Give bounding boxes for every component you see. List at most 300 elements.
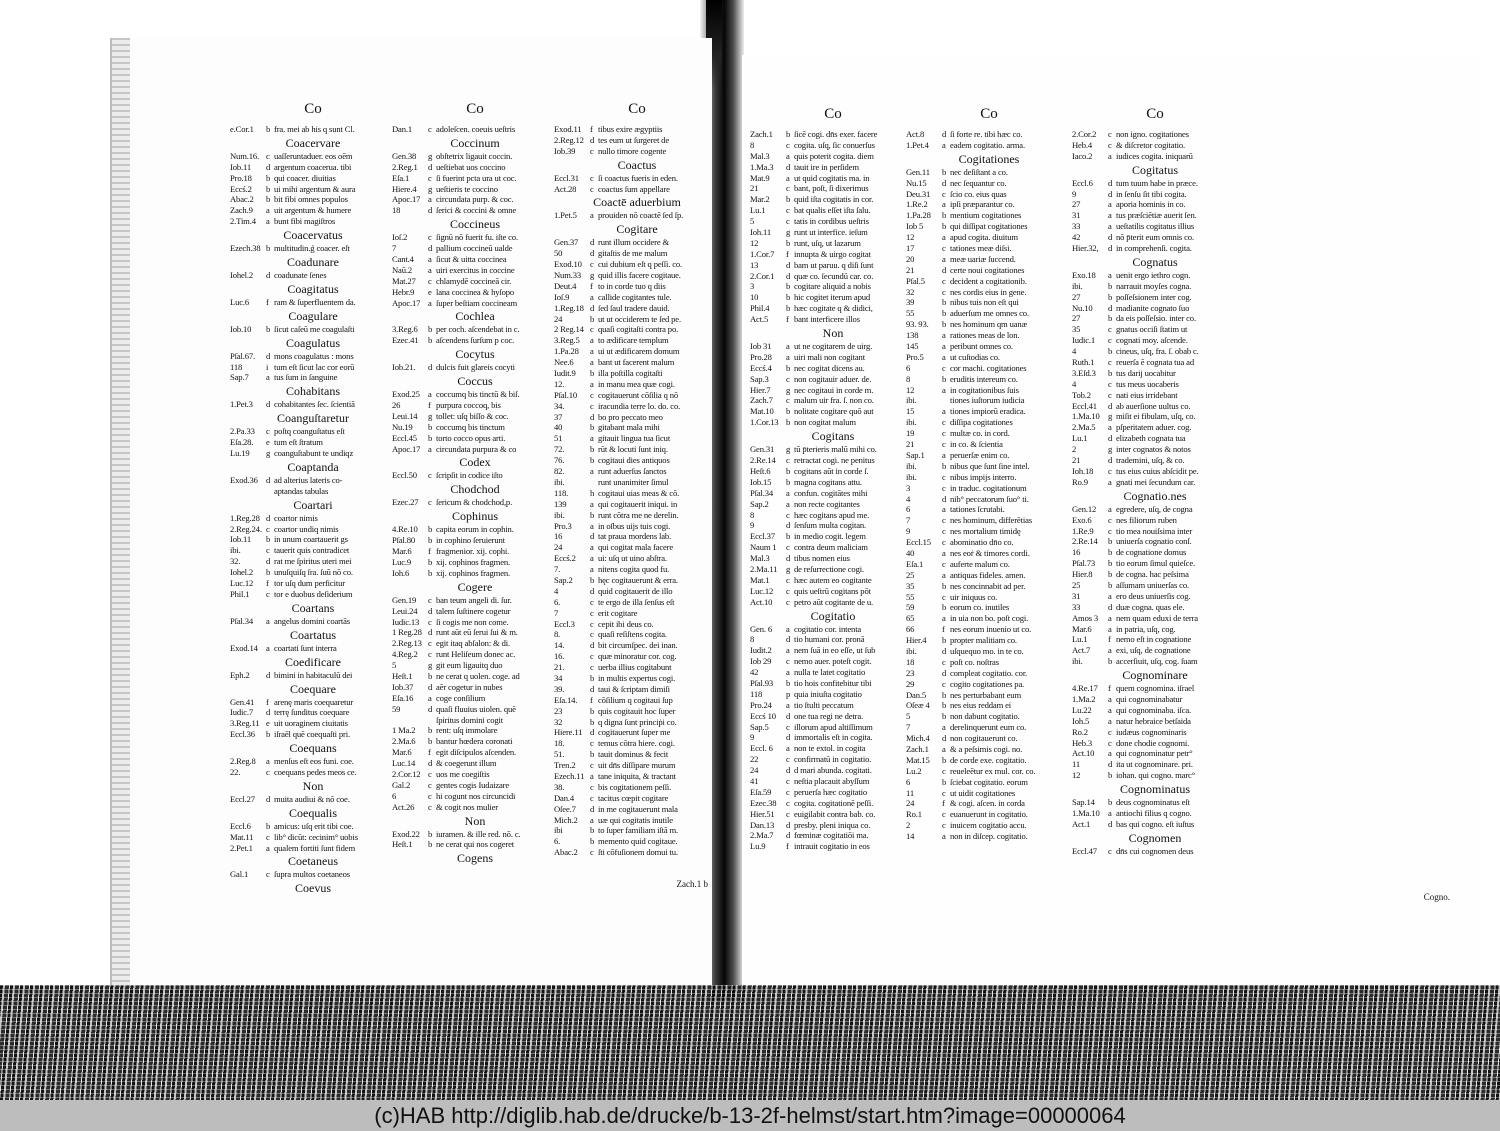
section-letter: d: [1108, 400, 1113, 411]
section-letter: a: [266, 842, 270, 853]
concordance-entry: [392, 671, 558, 682]
section-letter: d: [590, 237, 595, 248]
section-letter: b: [786, 194, 791, 205]
entry-text: hęc cogitauerunt & erra.: [598, 574, 678, 585]
section-letter: a: [942, 253, 946, 264]
verse-reference: 51: [554, 433, 563, 444]
entry-text: ab auerſione uultus co.: [1116, 400, 1191, 411]
verse-reference: 93. 93.: [906, 319, 929, 330]
verse-reference: 21: [750, 183, 759, 194]
concordance-entry: [906, 341, 1072, 352]
verse-reference: Pſal.34: [230, 615, 254, 626]
concordance-entry: [392, 769, 558, 780]
verse-reference: 51.: [554, 749, 565, 760]
section-letter: b: [1108, 346, 1113, 357]
entry-text: ut uidit cogitationes: [950, 787, 1016, 798]
entry-text: ui ut ædificarem domum: [598, 346, 680, 357]
verse-reference: 2.Ma.5: [1072, 422, 1096, 433]
concordance-entry: [554, 210, 720, 221]
verse-reference: Nu.15: [906, 177, 927, 188]
section-letter: a: [266, 756, 270, 767]
section-letter: b: [1108, 291, 1113, 302]
entry-text: abominatio dn̄o co.: [950, 537, 1014, 548]
verse-reference: Exod.11: [554, 124, 582, 134]
verse-reference: 3.Reg.5: [554, 335, 580, 346]
verse-reference: ibi.: [906, 395, 917, 406]
concordance-entry: [906, 515, 1072, 526]
concordance-entry: [750, 678, 916, 689]
verse-reference: Eccl.50: [392, 470, 417, 481]
concordance-entry: [906, 809, 1072, 820]
column-header: Co: [980, 106, 998, 122]
section-letter: d: [266, 350, 271, 361]
concordance-entry: [230, 475, 396, 486]
verse-reference: 2.Cor.12: [392, 768, 421, 779]
concordance-entry: [750, 754, 916, 765]
concordance-entry: [230, 643, 396, 654]
concordance-entry: [1072, 808, 1238, 819]
concordance-entry: [392, 173, 558, 184]
concordance-entry: [906, 504, 1072, 515]
entry-text: da eis poſſeſsio. inter co.: [1116, 313, 1196, 324]
concordance-entry: [906, 831, 1072, 842]
concordance-entry: [554, 270, 720, 281]
verse-reference: 2: [1072, 444, 1077, 455]
entry-text: peruerſa hæc cogitatio: [794, 786, 868, 797]
verse-reference: Naum 1: [750, 542, 777, 553]
entry-text: pallium coccineū ualde: [436, 243, 513, 254]
entry-text: runt illum occidere &: [598, 237, 670, 248]
entry-text: tio eorum ſimul quieſce.: [1116, 558, 1195, 569]
section-letter: b: [786, 362, 791, 373]
verse-reference: 1.Ma.2: [1072, 693, 1096, 704]
entry-text: ſed ſaul tradere dauid.: [598, 302, 670, 313]
verse-reference: 20: [906, 253, 915, 264]
section-letter: a: [942, 449, 946, 460]
section-letter: a: [428, 297, 432, 308]
verse-reference: Pro.24: [750, 699, 772, 710]
entry-text: non cogitat malum: [794, 417, 856, 428]
entry-text: bant interficere illos: [794, 314, 860, 325]
verse-reference: 8: [750, 509, 755, 520]
concordance-entry: [750, 151, 916, 162]
entry-text: runt, uſq, ut lazarum: [794, 237, 861, 248]
concordance-entry: [750, 667, 916, 678]
verse-reference: Exo.6: [1072, 514, 1092, 525]
entry-text: rūt & locuti ſunt iniq.: [598, 444, 668, 455]
entry-text: unuſquiſq ſra. ſuū nō co.: [274, 567, 353, 578]
entry-text: de corde exe. cogitatio.: [950, 754, 1027, 765]
section-letter: c: [786, 808, 790, 819]
verse-reference: 9: [906, 526, 911, 537]
section-letter: a: [786, 487, 790, 498]
verse-reference: 22: [750, 754, 759, 765]
section-letter: c: [590, 389, 594, 400]
concordance-entry: [554, 499, 720, 510]
section-letter: c: [786, 721, 790, 732]
entry-text: nes concinnabit ad per.: [950, 580, 1026, 591]
verse-reference: 118.: [554, 487, 569, 498]
section-letter: c: [942, 515, 946, 526]
verse-reference: Iohel.2: [230, 567, 254, 578]
entry-text: q digna ſunt princiṗi co.: [598, 716, 677, 727]
entry-text: meæ uariæ ſuccend.: [950, 253, 1016, 264]
entry-text: hic cogitet iterum apud: [794, 292, 871, 303]
verse-reference: Ioh.18: [1072, 465, 1094, 476]
concordance-entry: [1072, 303, 1238, 314]
verse-reference: Eſa.1: [392, 172, 410, 183]
verse-reference: 32.: [230, 556, 241, 567]
verse-reference: 55: [906, 591, 915, 602]
verse-reference: ibi.: [906, 417, 917, 428]
verse-reference: Oſee.7: [554, 803, 576, 814]
section-letter: d: [1108, 601, 1113, 612]
entry-text: coequans pedes meos ce.: [274, 766, 357, 777]
concordance-entry: [554, 444, 720, 455]
entry-text: argentum coacerua. tibi: [274, 161, 352, 172]
section-letter: c: [428, 232, 432, 243]
verse-reference: 65: [906, 613, 915, 624]
verse-reference: 24: [554, 313, 563, 324]
concordance-entry: [554, 608, 720, 619]
entry-text: hæc cogitans apud me.: [794, 509, 870, 520]
concordance-entry: [750, 271, 916, 282]
entry-text: adoleſcen. coeuis ueſtris: [436, 124, 516, 134]
verse-reference: 23: [906, 667, 915, 678]
section-letter: d: [428, 243, 433, 254]
section-letter: f: [590, 694, 593, 705]
verse-reference: 11: [1072, 759, 1080, 770]
entry-text: peruerſæ enim co.: [950, 449, 1010, 460]
verse-reference: Luc.12: [750, 585, 774, 596]
section-letter: b: [786, 129, 791, 139]
section-letter: g: [590, 270, 595, 281]
section-letter: b: [942, 166, 947, 177]
entry-text: nib° peccatorum ſuo° ti.: [950, 493, 1029, 504]
verse-reference: 1.Ma.10: [1072, 411, 1100, 422]
concordance-entry: [392, 524, 558, 535]
section-letter: b: [590, 574, 595, 585]
verse-reference: 5: [392, 660, 397, 671]
section-letter: b: [1108, 547, 1113, 558]
verse-reference: Ezec.38: [750, 797, 777, 808]
concordance-entry: [906, 439, 1072, 450]
concordance-entry: [230, 616, 396, 627]
concordance-entry: [906, 537, 1072, 548]
concordance-entry: [906, 243, 1072, 254]
section-letter: d: [590, 531, 595, 542]
index-heading: Coactus: [617, 157, 657, 172]
section-letter: c: [1108, 726, 1112, 737]
index-heading: Cogitatus: [1131, 162, 1178, 177]
verse-reference: 41: [750, 775, 759, 786]
entry-text: fra. mei ab his q sunt Cl.: [274, 124, 355, 134]
section-letter: c: [942, 275, 946, 286]
concordance-entry: [750, 787, 916, 798]
entry-text: uaſſeruntaduer. eos oēm: [274, 150, 353, 161]
section-letter: d: [942, 645, 947, 656]
verse-reference: 9: [1072, 188, 1077, 199]
section-letter: c: [590, 760, 594, 771]
section-letter: c: [786, 139, 790, 150]
section-letter: d: [266, 707, 271, 718]
entry-text: ſcripſit in codice iſto: [436, 470, 503, 481]
concordance-entry: [554, 390, 720, 401]
concordance-entry: [750, 303, 916, 314]
concordance-entry: [230, 718, 396, 729]
entry-text: fragmenior. xij. cophi.: [436, 546, 510, 557]
entry-text: non cogitauerunt co.: [950, 733, 1018, 744]
concordance-entry: [906, 472, 1072, 483]
concordance-entry: [230, 670, 396, 681]
section-letter: e: [266, 437, 270, 448]
concordance-entry: [906, 276, 1072, 287]
verse-reference: Eccl.6: [1072, 177, 1093, 188]
section-letter: b: [590, 422, 595, 433]
verse-reference: 3.Reg.6: [392, 324, 418, 335]
concordance-entry: [1072, 455, 1238, 466]
index-heading: Non: [302, 778, 324, 793]
section-letter: f: [786, 841, 789, 852]
section-letter: c: [1108, 129, 1112, 139]
concordance-entry: [230, 524, 396, 535]
verse-reference: 21: [906, 439, 915, 450]
concordance-entry: [906, 265, 1072, 276]
concordance-entry: [906, 700, 1072, 711]
entry-text: tū p̄terieris malū mihi co.: [794, 444, 877, 455]
verse-reference: 2.Pa.33: [230, 426, 255, 437]
concordance-entry: [554, 695, 720, 706]
entry-text: bimini in habitaculū dei: [274, 669, 353, 680]
concordance-entry: [906, 297, 1072, 308]
entry-text: ſicut & uitta coccinea: [436, 254, 507, 265]
entry-text: certe noui cogitationes: [950, 264, 1025, 275]
section-letter: a: [266, 205, 270, 216]
section-letter: g: [786, 563, 791, 574]
concordance-entry: [554, 684, 720, 695]
entry-text: one tua regi ne detra.: [794, 710, 863, 721]
concordance-entry: [906, 494, 1072, 505]
section-letter: d: [590, 683, 595, 694]
concordance-entry: [750, 374, 916, 385]
verse-reference: 42: [1072, 232, 1081, 243]
entry-text: egredere, uſq, de cogna: [1116, 503, 1193, 514]
verse-reference: Eccl. 6: [750, 743, 773, 754]
verse-reference: Leui.24: [392, 605, 418, 616]
verse-reference: Eccl.27: [230, 793, 255, 804]
verse-reference: 24: [554, 542, 563, 553]
concordance-entry: [1072, 759, 1238, 770]
concordance-entry: [230, 194, 396, 205]
verse-reference: 13: [750, 259, 759, 270]
verse-reference: Iaco.2: [1072, 150, 1093, 161]
section-letter: a: [942, 384, 946, 395]
entry-text: hæc autem eo cogitante: [794, 574, 872, 585]
verse-reference: Sap.5: [750, 721, 769, 732]
verse-reference: 2.Ma.11: [750, 563, 778, 574]
concordance-entry: [392, 276, 558, 287]
concordance-entry: [906, 167, 1072, 178]
section-letter: d: [786, 553, 791, 564]
verse-reference: Lu.1: [1072, 634, 1088, 645]
section-letter: b: [942, 711, 947, 722]
entry-text: qui diſſipat cogitationes: [950, 221, 1028, 232]
entry-text: coactus ſum appellare: [598, 183, 670, 194]
section-letter: a: [590, 346, 594, 357]
section-letter: a: [1108, 199, 1112, 210]
verse-reference: Pro.28: [750, 351, 772, 362]
verse-reference: 7: [554, 607, 559, 618]
verse-reference: 55: [906, 308, 915, 319]
entry-text: tus ſum in ſanguine: [274, 372, 338, 383]
entry-text: euigilabit contra bab. co.: [794, 808, 876, 819]
entry-text: tauit ire in perſidem: [794, 161, 859, 172]
verse-reference: 1.Re.2: [906, 199, 928, 210]
verse-reference: ibi.: [554, 509, 565, 520]
concordance-entry: [230, 216, 396, 227]
entry-text: git eum ligauitq duo: [436, 660, 503, 671]
entry-text: malum uir fra. ſ. non co.: [794, 395, 874, 406]
verse-reference: Ro.2: [1072, 726, 1088, 737]
concordance-entry: [1072, 466, 1238, 477]
section-letter: c: [942, 787, 946, 798]
verse-reference: 5: [750, 216, 755, 227]
section-letter: c: [942, 362, 946, 373]
verse-reference: Heb.4: [1072, 139, 1093, 150]
section-letter: a: [590, 564, 594, 575]
section-letter: f: [266, 578, 269, 589]
entry-text: tus eius cuius abſcidit pe.: [1116, 465, 1199, 476]
verse-reference: Eccś 10: [750, 710, 776, 721]
entry-text: tiones impiorū eradica.: [950, 406, 1026, 417]
verse-reference: Hiere.11: [554, 727, 583, 738]
verse-reference: 2.Pet.1: [230, 842, 253, 853]
section-letter: a: [1108, 503, 1112, 514]
index-heading: Cogitatio: [810, 608, 856, 623]
entry-text: to ædificare templum: [598, 335, 669, 346]
entry-text: d mari abunda. cogitati.: [794, 765, 872, 776]
section-letter: b: [266, 534, 271, 545]
concordance-entry: [554, 640, 720, 651]
section-letter: c: [428, 470, 432, 481]
entry-text: bunt fibi magiſtros: [274, 216, 336, 227]
concordance-entry: [554, 531, 720, 542]
entry-text: uenit ergo iethro cogn.: [1116, 269, 1191, 280]
verse-reference: Ezech.38: [230, 243, 261, 254]
verse-reference: 118: [230, 361, 243, 372]
concordance-entry: [554, 510, 720, 521]
section-letter: b: [590, 455, 595, 466]
section-letter: a: [1108, 269, 1112, 280]
verse-reference: 16: [1072, 547, 1081, 558]
entry-text: tio mea nouiſsima inter: [1116, 525, 1193, 536]
concordance-entry: [750, 385, 916, 396]
concordance-entry: [1072, 444, 1238, 455]
concordance-entry: [392, 265, 558, 276]
verse-reference: 27: [1072, 313, 1081, 324]
verse-reference: 12: [906, 384, 915, 395]
entry-text: to ſuper familiam iſtā m.: [598, 825, 679, 836]
verse-reference: Eccl.3: [554, 618, 575, 629]
verse-reference: Heſt.1: [392, 670, 413, 681]
verse-reference: 31: [1072, 210, 1081, 221]
verse-reference: 3: [906, 482, 911, 493]
verse-reference: 6: [906, 504, 911, 515]
section-letter: b: [428, 670, 433, 681]
concordance-entry: [554, 412, 720, 423]
index-heading: Coagulatus: [286, 335, 340, 350]
section-letter: a: [942, 569, 946, 580]
entry-text: ſi cogis me non come.: [436, 616, 509, 627]
section-letter: b: [1108, 569, 1113, 580]
entry-text: auferte malum co.: [950, 558, 1010, 569]
section-letter: a: [266, 615, 270, 626]
verse-reference: Mat.1: [750, 574, 770, 585]
index-heading: Cocytus: [455, 347, 495, 362]
section-letter: b: [786, 292, 791, 303]
verse-reference: Hebr.9: [392, 286, 415, 297]
verse-reference: Pſal.73: [1072, 558, 1096, 569]
section-letter: c: [786, 596, 790, 607]
verse-reference: Gal.1: [230, 869, 249, 880]
verse-reference: Dan.5: [906, 689, 927, 700]
concordance-entry: [1072, 178, 1238, 189]
entry-text: derelinquerunt eum co.: [950, 722, 1027, 733]
concordance-entry: [392, 335, 558, 346]
concordance-entry: [392, 546, 558, 557]
verse-reference: Ezech.11: [554, 770, 585, 781]
verse-reference: Mar.6: [1072, 623, 1092, 634]
concordance-entry: [750, 314, 916, 325]
section-letter: d: [1108, 759, 1113, 770]
section-letter: a: [942, 722, 946, 733]
concordance-entry: [392, 232, 558, 243]
concordance-entry: [1072, 602, 1238, 613]
concordance-entry: [230, 448, 396, 459]
verse-reference: Eccl.31: [554, 172, 579, 183]
scanner-edge-noise: [0, 985, 1500, 1101]
verse-reference: Lu.22: [1072, 704, 1092, 715]
section-letter: a: [1108, 612, 1112, 623]
section-letter: b: [1108, 280, 1113, 291]
verse-reference: Luc.9: [392, 556, 412, 567]
concordance-entry: [906, 395, 1072, 406]
entry-text: intrauit cogitatio in eos: [794, 841, 870, 852]
entry-text: cognati moy. aſcende.: [1116, 335, 1188, 346]
concordance-entry: [230, 297, 396, 308]
entry-text: torto cocco opus arti.: [436, 432, 506, 443]
entry-text: nes mortalium timidę: [950, 526, 1021, 537]
concordance-entry: [230, 869, 396, 880]
entry-text: ſi forte re. tibi hæc co.: [950, 129, 1023, 139]
verse-reference: 9: [750, 732, 755, 743]
verse-reference: 34: [554, 672, 563, 683]
left-column-3: [554, 100, 720, 858]
section-letter: b: [590, 672, 595, 683]
section-letter: a: [428, 264, 432, 275]
index-heading: Cogitare: [616, 222, 658, 237]
section-letter: b: [590, 825, 595, 836]
section-letter: c: [786, 754, 790, 765]
verse-reference: Mar.2: [750, 194, 770, 205]
section-letter: g: [428, 660, 433, 671]
concordance-entry: [906, 210, 1072, 221]
concordance-entry: [392, 780, 558, 791]
entry-text: gitabant mala mihi: [598, 422, 660, 433]
left-page: [112, 38, 712, 993]
caption-text: (c)HAB http://diglib.hab.de/drucke/b-13-2f-helmst/start.htm?image=00000064: [374, 1102, 1126, 1128]
verse-reference: 11: [906, 787, 914, 798]
